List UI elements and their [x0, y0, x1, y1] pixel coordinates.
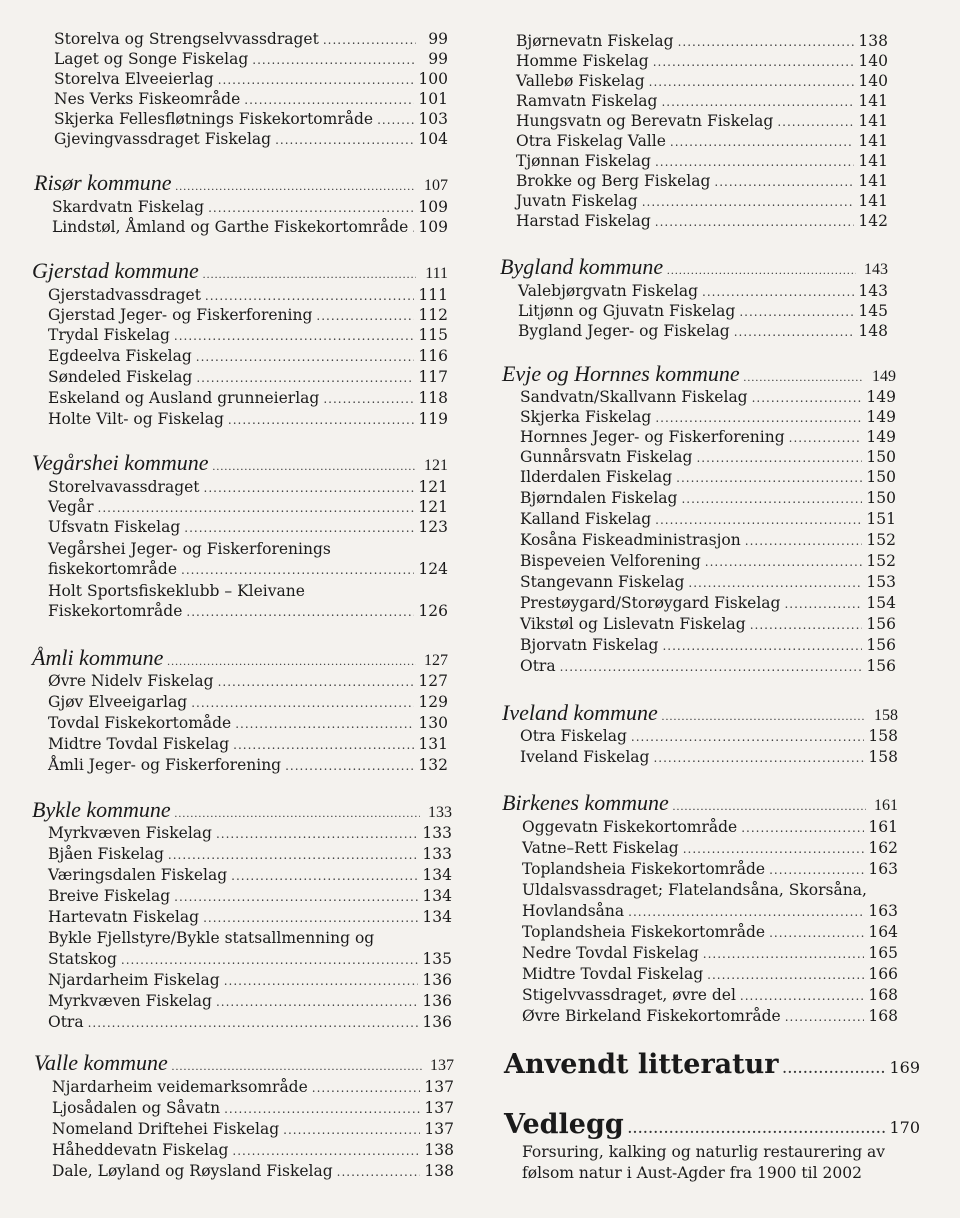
- section-page: 121: [424, 457, 448, 474]
- entry-page: 154: [866, 594, 896, 612]
- entry-title: Hungsvatn og Berevatn Fiskelag: [516, 112, 774, 130]
- toc-entry: [522, 944, 898, 964]
- entry-title: Myrkvæven Fiskelag: [48, 824, 212, 842]
- toc-entry: [48, 672, 448, 692]
- toc-entry: [48, 286, 448, 306]
- entry-page: 134: [422, 908, 452, 926]
- entry-page: 137: [424, 1078, 454, 1096]
- entry-title: Ilderdalen Fiskelag: [520, 468, 673, 486]
- toc-entry: [522, 986, 898, 1006]
- entry-title: Storelva Elveeierlag: [54, 70, 214, 88]
- entry-page: 132: [418, 756, 448, 774]
- entry-page: 164: [868, 923, 898, 941]
- toc-entry: [48, 887, 452, 907]
- entry-page: 158: [868, 748, 898, 766]
- section-page: 133: [428, 804, 452, 821]
- toc-entry: [522, 1007, 898, 1027]
- toc-entry: [48, 908, 452, 928]
- entry-title: Otra: [48, 1013, 84, 1031]
- toc-entry: [516, 172, 888, 192]
- entry-page: 121: [418, 498, 448, 516]
- entry-title: Ufsvatn Fiskelag: [48, 518, 181, 536]
- entry-page: 135: [422, 950, 452, 968]
- entry-page: 111: [418, 286, 448, 304]
- entry-title: Åmli Jeger- og Fiskerforening: [48, 756, 282, 774]
- entry-title: Njardarheim veidemarksområde: [52, 1078, 308, 1096]
- entry-page: 168: [868, 986, 898, 1004]
- entry-page: 152: [866, 552, 896, 570]
- entry-page: 152: [866, 531, 896, 549]
- entry-title: Otra Fiskelag Valle: [516, 132, 666, 150]
- entry-title: Nedre Tovdal Fiskelag: [522, 944, 699, 962]
- toc-entry: [48, 1013, 452, 1033]
- section-heading-vegarshei: [32, 450, 448, 479]
- entry-title: Skjerka Fellesfløtnings Fiskekortområde: [54, 110, 374, 128]
- toc-entry: [516, 192, 888, 212]
- entry-page: 117: [418, 368, 448, 386]
- entry-title: Vallebø Fiskelag: [516, 72, 645, 90]
- entry-title: Prestøygard/Storøygard Fiskelag: [520, 594, 781, 612]
- toc-entry: [520, 748, 898, 768]
- entry-title: Litjønn og Gjuvatn Fiskelag: [518, 302, 736, 320]
- entry-page: 131: [418, 735, 448, 753]
- section-heading-risor: [34, 170, 448, 199]
- toc-entry: [54, 70, 448, 90]
- entry-title: Midtre Tovdal Fiskelag: [48, 735, 230, 753]
- entry-title: Midtre Tovdal Fiskelag: [522, 965, 704, 983]
- entry-title: Fiskekortområde: [48, 602, 183, 620]
- entry-page: 145: [858, 302, 888, 320]
- toc-entry: [520, 468, 896, 488]
- entry-title: Håheddevatn Fiskelag: [52, 1141, 229, 1159]
- section-page: 143: [864, 261, 888, 278]
- entry-page: 161: [868, 818, 898, 836]
- entry-page: 115: [418, 326, 448, 344]
- toc-entry: [516, 92, 888, 112]
- entry-title: Sandvatn/Skallvann Fiskelag: [520, 388, 748, 406]
- entry-page: 150: [866, 468, 896, 486]
- toc-entry: [52, 1162, 454, 1182]
- toc-entry: [48, 518, 448, 538]
- section-heading-valle: [34, 1050, 454, 1079]
- entry-page: 156: [866, 615, 896, 633]
- toc-entry: [520, 636, 896, 656]
- toc-entry: [48, 368, 448, 388]
- section-title: Åmli kommune: [32, 645, 164, 670]
- entry-page: 134: [422, 887, 452, 905]
- entry-title: Bjørndalen Fiskelag: [520, 489, 678, 507]
- section-title: Evje og Hornnes kommune: [502, 361, 740, 386]
- entry-page: 150: [866, 448, 896, 466]
- toc-entry: [52, 198, 448, 218]
- entry-page: 141: [858, 92, 888, 110]
- entry-page: 119: [418, 410, 448, 428]
- toc-entry: [48, 693, 448, 713]
- section-title: Gjerstad kommune: [32, 258, 199, 283]
- section-heading-bykle: [32, 797, 452, 826]
- entry-title: Valebjørgvatn Fiskelag: [518, 282, 699, 300]
- entry-title: Øvre Nidelv Fiskelag: [48, 672, 214, 690]
- entry-page: 121: [418, 478, 448, 496]
- entry-title: Væringsdalen Fiskelag: [48, 866, 228, 884]
- entry-title: Gjerstad Jeger- og Fiskerforening: [48, 306, 313, 324]
- entry-page: 109: [418, 198, 448, 216]
- section-heading-iveland: [502, 700, 898, 729]
- entry-page: 101: [418, 90, 448, 108]
- entry-title: Ramvatn Fiskelag: [516, 92, 658, 110]
- entry-title: Gjerstadvassdraget: [48, 286, 201, 304]
- entry-page: 103: [418, 110, 448, 128]
- toc-entry: [520, 428, 896, 448]
- entry-title-line1: Holt Sportsfiskeklubb – Kleivane: [48, 582, 305, 600]
- toc-entry: [48, 992, 452, 1012]
- toc-entry: [48, 410, 448, 430]
- entry-title-line1: Vegårshei Jeger- og Fiskerforenings: [48, 540, 331, 558]
- entry-title: Laget og Songe Fiskelag: [54, 50, 249, 68]
- toc-entry: [48, 735, 448, 755]
- toc-entry: [48, 602, 448, 622]
- toc-entry: [520, 657, 896, 677]
- toc-entry: [48, 845, 452, 865]
- entry-title: Trydal Fiskelag: [48, 326, 170, 344]
- toc-entry: [518, 302, 888, 322]
- section-heading-bygland: [500, 254, 888, 283]
- toc-entry: [520, 510, 896, 530]
- entry-page: 138: [858, 32, 888, 50]
- toc-entry: [520, 594, 896, 614]
- section-page: 169: [889, 1058, 920, 1077]
- entry-page: 112: [418, 306, 448, 324]
- entry-page: 133: [422, 845, 452, 863]
- entry-title: Vikstøl og Lislevatn Fiskelag: [520, 615, 746, 633]
- entry-page: 104: [418, 130, 448, 148]
- entry-page: 133: [422, 824, 452, 842]
- entry-title: Gjevingvassdraget Fiskelag: [54, 130, 272, 148]
- section-title: Iveland kommune: [502, 700, 658, 725]
- entry-title: Bjåen Fiskelag: [48, 845, 164, 863]
- entry-title: Oggevatn Fiskekortområde: [522, 818, 738, 836]
- entry-title: Toplandsheia Fiskekortområde: [522, 923, 766, 941]
- entry-page: 116: [418, 347, 448, 365]
- entry-page: 136: [422, 992, 452, 1010]
- toc-entry: [48, 971, 452, 991]
- entry-title: Øvre Birkeland Fiskekortområde: [522, 1007, 781, 1025]
- entry-page: 163: [868, 902, 898, 920]
- entry-title: Ljosådalen og Såvatn: [52, 1099, 221, 1117]
- toc-entry: [48, 347, 448, 367]
- toc-entry: [522, 923, 898, 943]
- entry-page: 136: [422, 1013, 452, 1031]
- entry-title: Njardarheim Fiskelag: [48, 971, 220, 989]
- entry-title: Otra Fiskelag: [520, 727, 627, 745]
- entry-page: 166: [868, 965, 898, 983]
- entry-title: Kalland Fiskelag: [520, 510, 652, 528]
- entry-page: 149: [866, 408, 896, 426]
- toc-entry: [516, 112, 888, 132]
- entry-title: Hornnes Jeger- og Fiskerforening: [520, 428, 785, 446]
- entry-page: 153: [866, 573, 896, 591]
- entry-title: Lindstøl, Åmland og Garthe Fiskekortområde: [52, 218, 409, 236]
- toc-entry: [48, 498, 448, 518]
- toc-entry: [516, 152, 888, 172]
- entry-page: 148: [858, 322, 888, 340]
- entry-title: Vatne–Rett Fiskelag: [522, 839, 679, 857]
- toc-entry: [520, 727, 898, 747]
- toc-entry: [54, 30, 448, 50]
- toc-entry: [54, 110, 448, 130]
- toc-entry: [516, 132, 888, 152]
- entry-title: Nes Verks Fiskeområde: [54, 90, 241, 108]
- entry-title: Søndeled Fiskelag: [48, 368, 193, 386]
- entry-title: fiskekortområde: [48, 560, 177, 578]
- entry-title: Dale, Løyland og Røysland Fiskelag: [52, 1162, 333, 1180]
- entry-title: Holte Vilt- og Fiskelag: [48, 410, 224, 428]
- vedlegg-description: Forsuring, kalking og naturlig restaurering av følsom natur i Aust-Agder fra 1900 til 2002: [522, 1143, 886, 1182]
- toc-entry: [522, 902, 898, 922]
- entry-page: 143: [858, 282, 888, 300]
- toc-entry: [522, 860, 898, 880]
- entry-page: 141: [858, 152, 888, 170]
- entry-title: Juvatn Fiskelag: [516, 192, 638, 210]
- entry-title: Vegår: [48, 498, 94, 516]
- entry-page: 99: [428, 30, 448, 48]
- section-title: Birkenes kommune: [502, 790, 669, 815]
- entry-title: Homme Fiskelag: [516, 52, 649, 70]
- toc-entry: [48, 756, 448, 776]
- section-page: 107: [424, 177, 448, 194]
- entry-page: 156: [866, 657, 896, 675]
- entry-title: Skjerka Fiskelag: [520, 408, 652, 426]
- entry-page: 156: [866, 636, 896, 654]
- entry-title: Brokke og Berg Fiskelag: [516, 172, 711, 190]
- section-page: 161: [874, 797, 898, 814]
- entry-page: 141: [858, 132, 888, 150]
- entry-title: Gjøv Elveeigarlag: [48, 693, 188, 711]
- entry-title: Nomeland Driftehei Fiskelag: [52, 1120, 280, 1138]
- toc-entry: [516, 52, 888, 72]
- entry-title: Stigelvvassdraget, øvre del: [522, 986, 736, 1004]
- entry-page: 141: [858, 192, 888, 210]
- toc-entry: [520, 552, 896, 572]
- entry-title: Storelva og Strengselvvassdraget: [54, 30, 319, 48]
- toc-entry: [520, 531, 896, 551]
- entry-title: Eskeland og Ausland grunneierlag: [48, 389, 320, 407]
- entry-title: Hovlandsåna: [522, 902, 625, 920]
- entry-title: Iveland Fiskelag: [520, 748, 650, 766]
- toc-entry: [52, 1141, 454, 1161]
- toc-entry: [54, 130, 448, 150]
- entry-title: Breive Fiskelag: [48, 887, 171, 905]
- entry-page: 140: [858, 72, 888, 90]
- toc-entry: [52, 1099, 454, 1119]
- section-page: 149: [872, 368, 896, 385]
- entry-title: Hartevatn Fiskelag: [48, 908, 200, 926]
- entry-page: 130: [418, 714, 448, 732]
- toc-entry: [520, 615, 896, 635]
- toc-entry: [516, 32, 888, 52]
- entry-page: 138: [424, 1141, 454, 1159]
- section-title: Risør kommune: [34, 170, 172, 195]
- entry-title: Otra: [520, 657, 556, 675]
- section-title: Bykle kommune: [32, 797, 171, 822]
- toc-entry: [52, 1078, 454, 1098]
- entry-title: Bispeveien Velforening: [520, 552, 701, 570]
- toc-entry: [48, 866, 452, 886]
- toc-entry: [522, 839, 898, 859]
- section-page: 111: [425, 265, 448, 282]
- toc-entry: [522, 965, 898, 985]
- entry-title: Kosåna Fiskeadministrasjon: [520, 531, 741, 549]
- section-title: Bygland kommune: [500, 254, 664, 279]
- entry-page: 141: [858, 172, 888, 190]
- entry-page: 118: [418, 389, 448, 407]
- toc-entry: [48, 478, 448, 498]
- section-title: Valle kommune: [34, 1050, 168, 1075]
- entry-title: Harstad Fiskelag: [516, 212, 651, 230]
- entry-page: 99: [428, 50, 448, 68]
- toc-entry: [518, 322, 888, 342]
- entry-page: 137: [424, 1120, 454, 1138]
- entry-page: 136: [422, 971, 452, 989]
- entry-page: 109: [418, 218, 448, 236]
- toc-entry: [48, 326, 448, 346]
- entry-page: 123: [418, 518, 448, 536]
- entry-page: 162: [868, 839, 898, 857]
- entry-page: 142: [858, 212, 888, 230]
- section-heading-gjerstad: [32, 258, 448, 287]
- entry-title: Statskog: [48, 950, 117, 968]
- section-title: Vedlegg: [504, 1109, 624, 1140]
- toc-entry: [520, 573, 896, 593]
- entry-title-line1: Bykle Fjellstyre/Bykle statsallmenning og: [48, 929, 375, 947]
- entry-page: 149: [866, 388, 896, 406]
- section-title: Anvendt litteratur: [504, 1049, 779, 1080]
- entry-title: Toplandsheia Fiskekortområde: [522, 860, 766, 878]
- toc-entry: [48, 560, 448, 580]
- entry-title: Bygland Jeger- og Fiskelag: [518, 322, 730, 340]
- toc-entry: [520, 408, 896, 428]
- entry-title: Storelvavassdraget: [48, 478, 200, 496]
- entry-title: Stangevann Fiskelag: [520, 573, 685, 591]
- entry-page: 124: [418, 560, 448, 578]
- entry-page: 100: [418, 70, 448, 88]
- section-page: 158: [874, 707, 898, 724]
- entry-title: Bjorvatn Fiskelag: [520, 636, 659, 654]
- toc-entry: [54, 50, 448, 70]
- toc-entry: [522, 818, 898, 838]
- entry-page: 140: [858, 52, 888, 70]
- section-heading-vedlegg: [504, 1110, 920, 1144]
- entry-page: 151: [866, 510, 896, 528]
- toc-entry: [520, 448, 896, 468]
- section-page: 137: [430, 1057, 454, 1074]
- section-heading-anvendt-litteratur: [504, 1050, 920, 1084]
- toc-entry: [516, 212, 888, 232]
- toc-entry: [520, 489, 896, 509]
- toc-entry: [48, 714, 448, 734]
- toc-entry: [48, 389, 448, 409]
- toc-entry: [48, 950, 452, 970]
- section-page: 170: [889, 1118, 920, 1137]
- entry-page: 163: [868, 860, 898, 878]
- toc-entry: [518, 282, 888, 302]
- entry-title: Tjønnan Fiskelag: [516, 152, 651, 170]
- entry-page: 129: [418, 693, 448, 711]
- section-heading-evje: [502, 361, 896, 390]
- entry-page: 138: [424, 1162, 454, 1180]
- entry-page: 134: [422, 866, 452, 884]
- toc-entry: [520, 388, 896, 408]
- toc-entry: [48, 306, 448, 326]
- section-title: Vegårshei kommune: [32, 450, 209, 475]
- toc-entry: [52, 218, 448, 238]
- section-heading-amli: [32, 645, 448, 674]
- toc-entry: [52, 1120, 454, 1140]
- toc-entry: [54, 90, 448, 110]
- entry-title: Gunnårsvatn Fiskelag: [520, 448, 693, 466]
- entry-page: 127: [418, 672, 448, 690]
- entry-title-line1: Uldalsvassdraget; Flatelandsåna, Skorsåna,: [522, 881, 867, 899]
- toc-entry: [516, 72, 888, 92]
- entry-page: 126: [418, 602, 448, 620]
- entry-page: 165: [868, 944, 898, 962]
- entry-page: 168: [868, 1007, 898, 1025]
- entry-title: Skardvatn Fiskelag: [52, 198, 205, 216]
- toc-entry: [48, 824, 452, 844]
- entry-title: Bjørnevatn Fiskelag: [516, 32, 674, 50]
- entry-page: 150: [866, 489, 896, 507]
- section-heading-birkenes: [502, 790, 898, 819]
- entry-page: 158: [868, 727, 898, 745]
- entry-title: Tovdal Fiskekortomåde: [48, 714, 232, 732]
- entry-title: Egdeelva Fiskelag: [48, 347, 192, 365]
- entry-page: 137: [424, 1099, 454, 1117]
- entry-page: 149: [866, 428, 896, 446]
- entry-title: Myrkvæven Fiskelag: [48, 992, 212, 1010]
- section-page: 127: [424, 652, 448, 669]
- entry-page: 141: [858, 112, 888, 130]
